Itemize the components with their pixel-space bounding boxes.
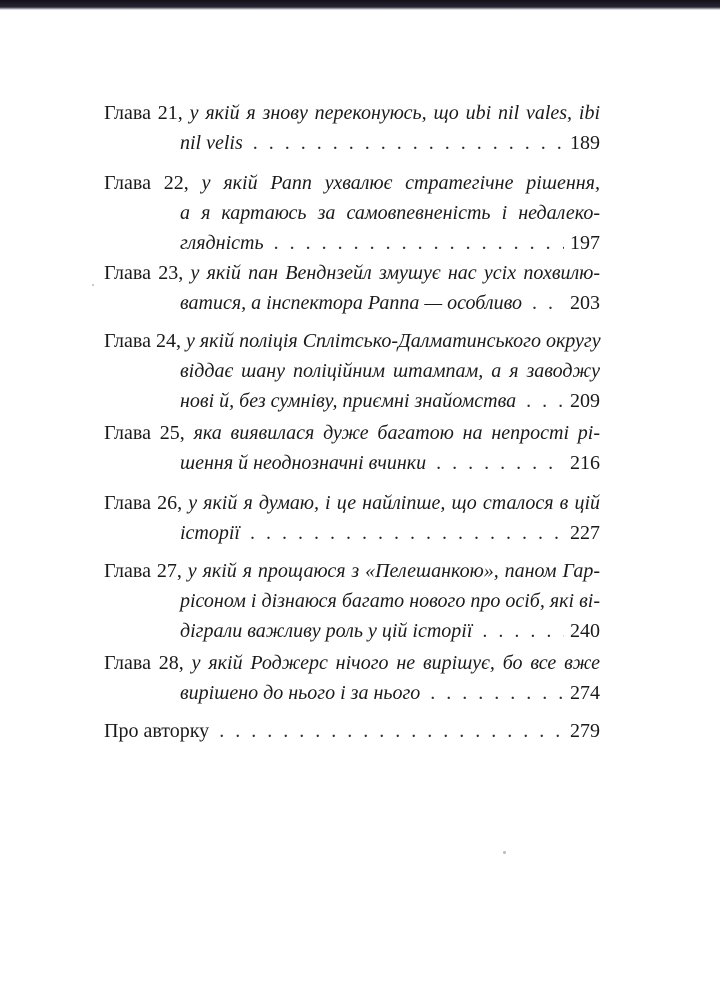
toc-line bbox=[104, 648, 600, 678]
toc-line bbox=[104, 98, 600, 128]
leader-dots bbox=[209, 716, 564, 746]
chapter-title: у якій поліція Сплітсько-Далматинського округу bbox=[185, 330, 601, 352]
chapter-label: Глава 25, bbox=[104, 422, 185, 444]
toc-entry-26[interactable] bbox=[104, 488, 600, 548]
chapter-title-end: nil velis bbox=[180, 132, 243, 154]
leader-dots bbox=[426, 448, 564, 478]
chapter-title-end: нові й, без сумніву, приємні знайомства bbox=[180, 390, 517, 412]
chapter-label: Глава 24, bbox=[104, 330, 181, 352]
chapter-title: у якій я думаю, і це найліпше, що сталося в цій bbox=[188, 492, 601, 514]
leader-dots bbox=[240, 518, 564, 548]
chapter-title: у якій Рапп ухвалює стратегічне рішення, bbox=[201, 172, 600, 194]
page-number: 203 bbox=[570, 292, 600, 314]
chapter-label: Глава 21, bbox=[104, 102, 183, 124]
page-number: 274 bbox=[570, 682, 600, 704]
chapter-title: у якій пан Венднзейл змушує нас усіх похвилю- bbox=[190, 262, 601, 284]
page-number: 209 bbox=[570, 390, 600, 412]
toc-line bbox=[104, 258, 600, 288]
leader-dots bbox=[472, 616, 564, 646]
toc-entry-25[interactable] bbox=[104, 418, 600, 478]
toc-entry-about-author[interactable] bbox=[104, 716, 600, 746]
about-author-label: Про авторку bbox=[104, 720, 210, 742]
toc-line bbox=[104, 488, 600, 518]
toc-line bbox=[104, 356, 600, 386]
toc-entry-21[interactable] bbox=[104, 98, 600, 158]
toc-last-line bbox=[104, 716, 600, 746]
chapter-title-end: вирішено до нього і за нього bbox=[180, 682, 421, 704]
toc-last-line bbox=[104, 228, 600, 258]
page-number: 189 bbox=[570, 132, 600, 154]
page-number: 197 bbox=[570, 232, 600, 254]
toc-line bbox=[104, 198, 600, 228]
page-number: 279 bbox=[570, 720, 600, 742]
toc-last-line bbox=[104, 288, 600, 318]
chapter-label: Глава 22, bbox=[104, 172, 189, 194]
paper-speck bbox=[503, 851, 506, 854]
page-number: 240 bbox=[570, 620, 600, 642]
toc-last-line bbox=[104, 386, 600, 416]
leader-dots bbox=[264, 228, 564, 258]
toc-entry-27[interactable] bbox=[104, 556, 600, 646]
toc-line bbox=[104, 556, 600, 586]
chapter-label: Глава 23, bbox=[104, 262, 184, 284]
page-number: 216 bbox=[570, 452, 600, 474]
chapter-title: віддає шану поліційним штампам, а я заводжу bbox=[180, 360, 600, 382]
chapter-title: у якій Роджерс нічого не вирішує, бо все вже bbox=[191, 652, 601, 674]
toc-entry-28[interactable] bbox=[104, 648, 600, 708]
toc-last-line bbox=[104, 448, 600, 478]
paper-speck bbox=[92, 284, 94, 286]
chapter-label: Глава 26, bbox=[104, 492, 183, 514]
chapter-title: у якій я знову переконуюсь, що ubi nil vales, ibi bbox=[189, 102, 600, 124]
leader-dots bbox=[243, 128, 564, 158]
chapter-title-end: шення й неоднозначні вчинки bbox=[180, 452, 427, 474]
chapter-title-end: глядність bbox=[180, 232, 264, 254]
leader-dots bbox=[420, 678, 564, 708]
toc-last-line bbox=[104, 616, 600, 646]
chapter-title-end: історії bbox=[180, 522, 240, 544]
leader-dots bbox=[522, 288, 564, 318]
page-number: 227 bbox=[570, 522, 600, 544]
toc-entry-22[interactable] bbox=[104, 168, 600, 258]
toc-line bbox=[104, 326, 600, 356]
leader-dots bbox=[516, 386, 564, 416]
toc-line bbox=[104, 586, 600, 616]
toc-line bbox=[104, 418, 600, 448]
toc-last-line bbox=[104, 128, 600, 158]
toc-entry-24[interactable] bbox=[104, 326, 600, 416]
chapter-title: яка виявилася дуже багатою на непрості рі- bbox=[193, 422, 601, 444]
toc-last-line bbox=[104, 518, 600, 548]
chapter-label: Глава 28, bbox=[104, 652, 184, 674]
toc-line bbox=[104, 168, 600, 198]
chapter-title: у якій я прощаюся з «Пелешанкою», паном Гар- bbox=[187, 560, 601, 582]
toc-last-line bbox=[104, 678, 600, 708]
chapter-title: рісоном і дізнаюся багато нового про осіб, які ві- bbox=[180, 590, 600, 612]
chapter-title: а я картаюсь за самовпевненість і недалеко- bbox=[180, 202, 600, 224]
toc-entry-23[interactable] bbox=[104, 258, 600, 318]
chapter-label: Глава 27, bbox=[104, 560, 182, 582]
chapter-title-end: ватися, а інспектора Раппа — особливо bbox=[180, 292, 522, 314]
chapter-title-end: діграли важливу роль у цій історії bbox=[180, 620, 473, 642]
